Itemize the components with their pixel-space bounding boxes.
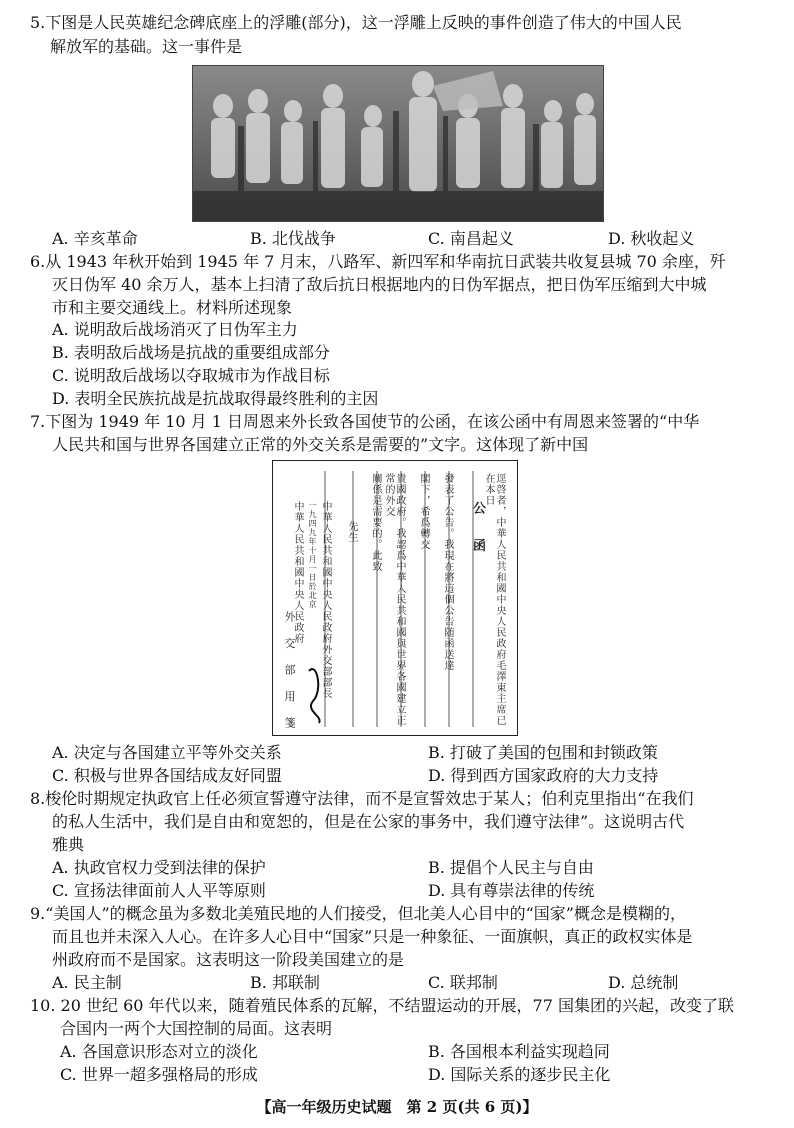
q5-option-c: C. 南昌起义 <box>428 229 514 248</box>
q6-option-b: B. 表明敌后战场是抗战的重要组成部分 <box>52 343 330 362</box>
signature-stroke <box>309 669 320 723</box>
q5-option-a: A. 辛亥革命 <box>52 229 138 248</box>
q10-stem-line1: 10. 20 世纪 60 年代以来，随着殖民体系的瓦解，不结盟运动的开展，77 国集团的兴起，改变了联 <box>30 996 734 1015</box>
monument-relief-image <box>192 65 604 222</box>
q10-stem-line2: 合国内一两个大国控制的局面。这表明 <box>60 1019 333 1038</box>
letter-column-2: 發表了公告。我現在將這個公告随函送達 <box>442 473 453 671</box>
q9-option-b: B. 邦联制 <box>250 973 320 992</box>
page-footer: 【高一年级历史试题 第 2 页(共 6 页)】 <box>256 1098 538 1116</box>
q5-option-b: B. 北伐战争 <box>250 229 336 248</box>
q7-stem-line1: 7.下图为 1949 年 10 月 1 日周恩来外长致各国使节的公函，在该公函中有周恩来签署的“中华 <box>30 412 700 431</box>
q6-stem-line3: 市和主要交通线上。材料所述现象 <box>52 298 293 317</box>
letter-column-9: 中華人民共和國中央人民政府 <box>292 501 303 644</box>
letter-column-6: 先生 <box>346 521 357 543</box>
q9-stem-line3: 州政府而不是国家。这表明这一阶段美国建立的是 <box>52 950 405 969</box>
letter-column-8: 一九四九年十月一日於北京 <box>308 501 317 609</box>
q7-stem-line2: 人民共和国与世界各国建立正常的外交关系是需要的”文字。这体现了新中国 <box>52 435 589 454</box>
q7-option-b: B. 打破了美国的包围和封锁政策 <box>428 743 658 762</box>
q8-option-d: D. 具有尊崇法律的传统 <box>428 881 595 900</box>
letter-column-10: 外 交 部 用 箋 <box>283 611 296 734</box>
q9-option-a: A. 民主制 <box>52 973 122 992</box>
letter-title: 公 函 <box>470 501 485 562</box>
letter-column-1: 逕啓者，中華人民共和國中央人民政府毛澤東主席已在本日 <box>483 473 505 726</box>
q7-option-a: A. 决定与各国建立平等外交关系 <box>52 743 282 762</box>
q9-stem-line1: 9.“美国人”的概念虽为多数北美殖民地的人们接受，但北美人心目中的“国家”概念是模糊的， <box>30 904 686 923</box>
q8-option-b: B. 提倡个人民主与自由 <box>428 858 594 877</box>
letter-column-5: 關係是需要的。此致 <box>370 473 381 572</box>
q8-option-a: A. 执政官权力受到法律的保护 <box>52 858 266 877</box>
q6-option-a: A. 说明敌后战场消灭了日伪军主力 <box>52 320 298 339</box>
q8-stem-line3: 雅典 <box>52 835 85 854</box>
q6-stem-line1: 6.从 1943 年秋开始到 1945 年 7 月末，八路军、新四军和华南抗日武装共收复县城 70 余座，歼 <box>30 252 726 271</box>
q9-option-c: C. 联邦制 <box>428 973 498 992</box>
letter-rule-lines <box>273 461 519 737</box>
q8-option-c: C. 宣扬法律面前人人平等原则 <box>52 881 266 900</box>
q10-option-c: C. 世界一超多强格局的形成 <box>60 1065 258 1084</box>
q9-option-d: D. 总统制 <box>608 973 679 992</box>
q6-stem-line2: 灭日伪军 40 余万人，基本上扫清了敌后抗日根据地内的日伪军据点，把日伪军压缩到大中城 <box>52 275 707 294</box>
q10-option-a: A. 各国意识形态对立的淡化 <box>60 1042 258 1061</box>
q7-option-d: D. 得到西方国家政府的大力支持 <box>428 766 659 785</box>
q5-stem-line2: 解放军的基础。这一事件是 <box>50 37 243 56</box>
q6-option-d: D. 表明全民族抗战是抗战取得最终胜利的主因 <box>52 389 379 408</box>
q10-option-b: B. 各国根本利益实现趋同 <box>428 1042 610 1061</box>
q6-option-c: C. 说明敌后战场以夺取城市为作战目标 <box>52 366 330 385</box>
q8-stem-line1: 8.梭伦时期规定执政官上任必须宣誓遵守法律，而不是宣誓效忠于某人；伯利克里指出“在我们 <box>30 789 694 808</box>
letter-column-4: 貴國政府。我認爲中華人民共和國與世界各國建立正常的外交 <box>383 473 405 726</box>
q7-option-c: C. 积极与世界各国结成友好同盟 <box>52 766 282 785</box>
letter-column-3: 閣下，希爲轉交 <box>418 473 429 550</box>
zhou-enlai-letter-image <box>272 460 518 736</box>
q10-option-d: D. 国际关系的逐步民主化 <box>428 1065 611 1084</box>
q9-stem-line2: 而且也并未深入人心。在许多人心目中“国家”只是一种象征、一面旗帜，真正的政权实体是 <box>52 927 693 946</box>
q5-option-d: D. 秋收起义 <box>608 229 695 248</box>
q8-stem-line2: 的私人生活中，我们是自由和宽恕的，但是在公家的事务中，我们遵守法律”。这说明古代 <box>52 812 685 831</box>
q5-stem-line1: 5.下图是人民英雄纪念碑底座上的浮雕(部分)，这一浮雕上反映的事件创造了伟大的中国人民 <box>30 13 682 32</box>
letter-column-7: 中華人民共和國中央人民政府外交部部長 <box>320 501 331 699</box>
